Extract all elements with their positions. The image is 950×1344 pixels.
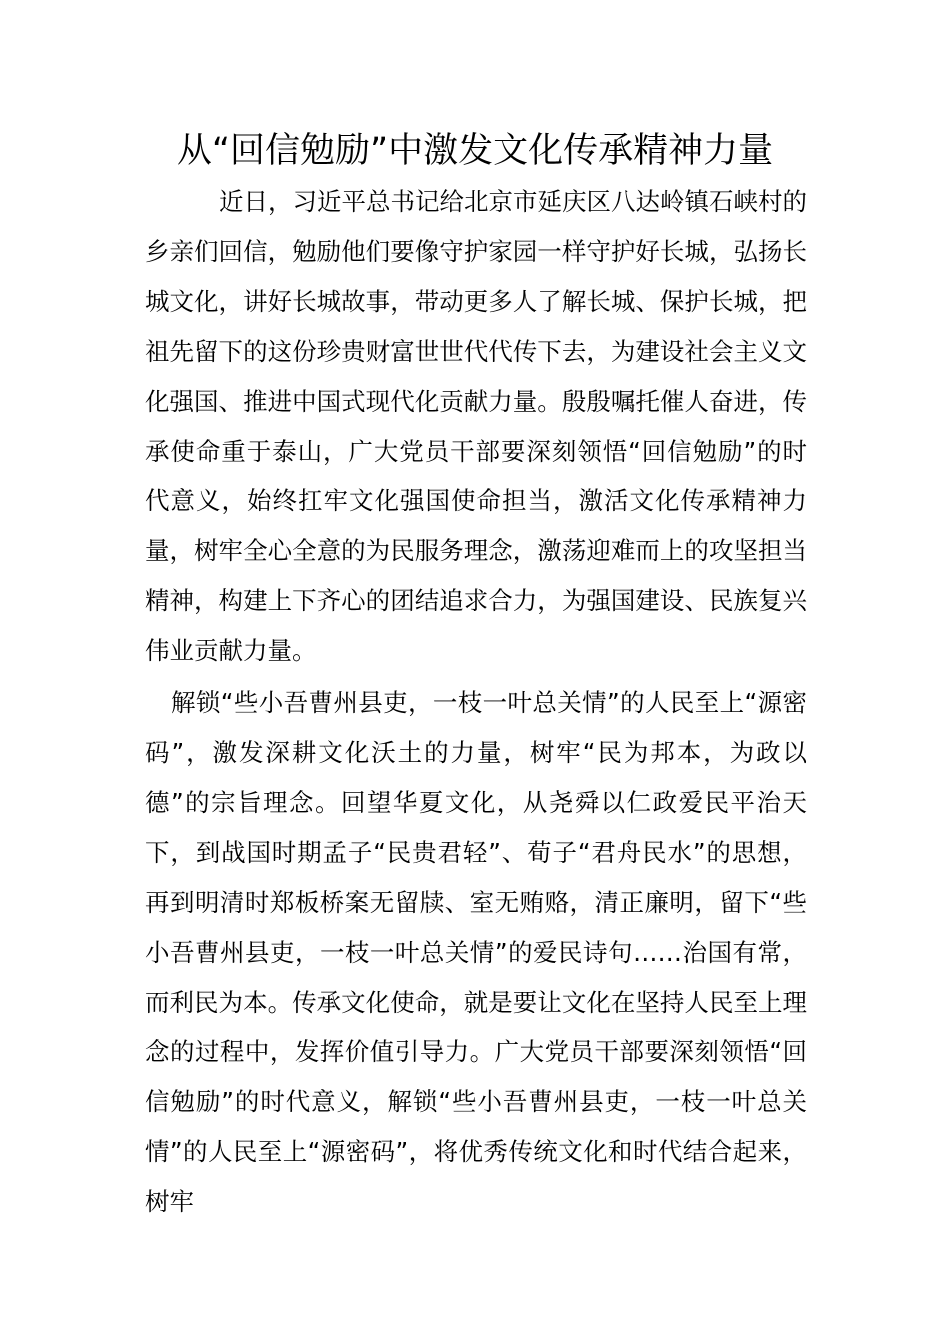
document-title: 从“回信勉励”中激发文化传承精神力量	[176, 131, 774, 171]
paragraph-2: 解锁“些小吾曹州县吏，一枝一叶总关情”的人民至上“源密码”，激发深耕文化沃土的力量，树牢“民为邦本，为政以德”的宗旨理念。回望华夏文化，从尧舜以仁政爱民平治天下，到战国时期孟子“民贵君轻”、荀子“君舟民水”的思想，再到明清时郑板桥案无留牍、室无贿赂，清正廉明，留下“些小吾曹州县吏，一枝一叶总关情”的爱民诗句……治国有常，而利民为本。传承文化使命，就是要让文化在坚持人民至上理念的过程中，发挥价值引导力。广大党员干部要深刻领悟“回信勉励”的时代意义，解锁“些小吾曹州县吏，一枝一叶总关情”的人民至上“源密码”，将优秀传统文化和时代结合起来，树牢	[145, 688, 807, 1217]
document-body	[145, 177, 807, 1227]
paragraph-1: 近日，习近平总书记给北京市延庆区八达岭镇石峡村的乡亲们回信，勉励他们要像守护家园一样守护好长城，弘扬长城文化，讲好长城故事，带动更多人了解长城、保护长城，把祖先留下的这份珍贵财富世世代代传下去，为建设社会主义文化强国、推进中国式现代化贡献力量。殷殷嘱托催人奋进，传承使命重于泰山，广大党员干部要深刻领悟“回信勉励”的时代意义，始终扛牢文化强国使命担当，激活文化传承精神力量，树牢全心全意的为民服务理念，激荡迎难而上的攻坚担当精神，构建上下齐心的团结追求合力，为强国建设、民族复兴伟业贡献力量。	[145, 187, 807, 666]
